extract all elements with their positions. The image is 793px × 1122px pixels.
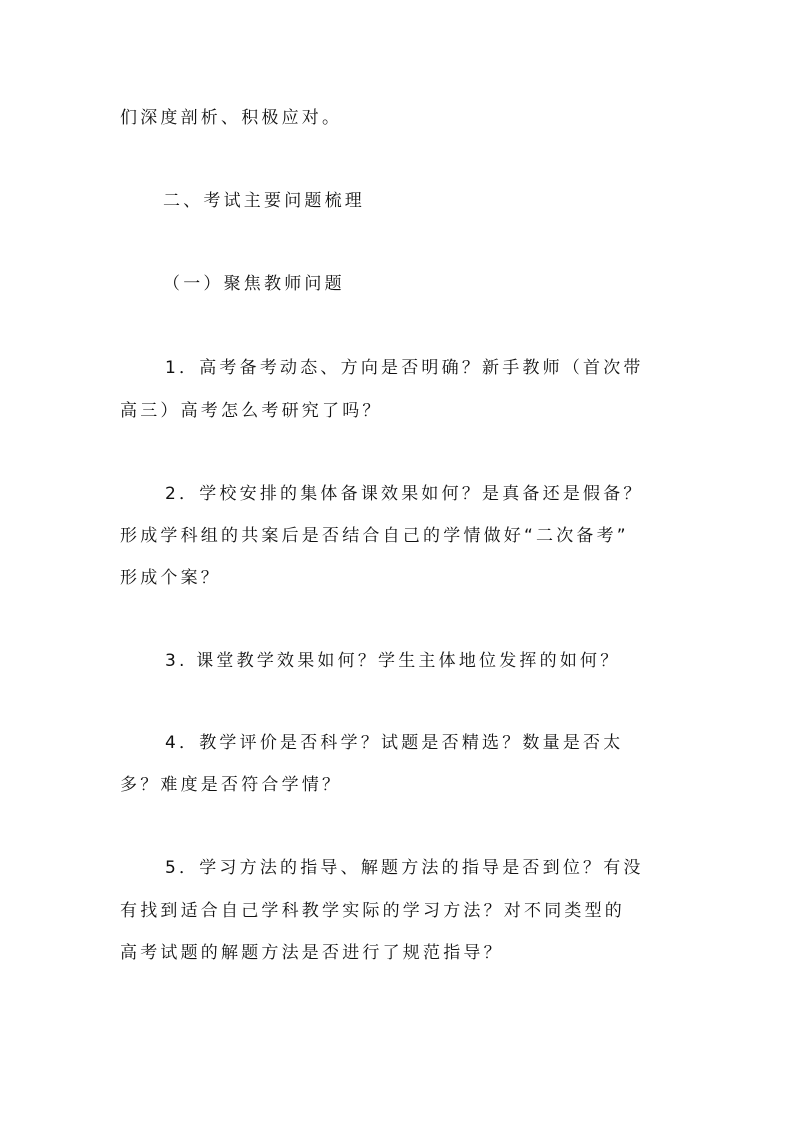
sub-heading: （一）聚焦教师问题 [163, 274, 345, 294]
paragraph-line: 形成个案？ [120, 568, 221, 588]
paragraph-line: 形成学科组的共案后是否结合自己的学情做好“二次备考” [120, 526, 629, 546]
paragraph-line: 高三）高考怎么考研究了吗？ [120, 401, 383, 421]
continued-text-line: 们深度剖析、积极应对。 [120, 108, 343, 128]
section-heading: 二、考试主要问题梳理 [163, 191, 365, 211]
paragraph-line: 1．高考备考动态、方向是否明确？新手教师（首次带 [165, 358, 644, 378]
paragraph-line: 5．学习方法的指导、解题方法的指导是否到位？有没 [165, 858, 644, 878]
paragraph-line: 高考试题的解题方法是否进行了规范指导？ [120, 943, 504, 963]
paragraph-line: 多？难度是否符合学情？ [120, 775, 343, 795]
paragraph-line: 3. 课堂教学效果如何？学生主体地位发挥的如何？ [165, 651, 621, 671]
paragraph-line: 2．学校安排的集体备课效果如何？是真备还是假备？ [165, 484, 644, 504]
paragraph-line: 有找到适合自己学科教学实际的学习方法？对不同类型的 [120, 901, 625, 921]
paragraph-line: 4．教学评价是否科学？试题是否精选？数量是否太 [165, 733, 624, 753]
